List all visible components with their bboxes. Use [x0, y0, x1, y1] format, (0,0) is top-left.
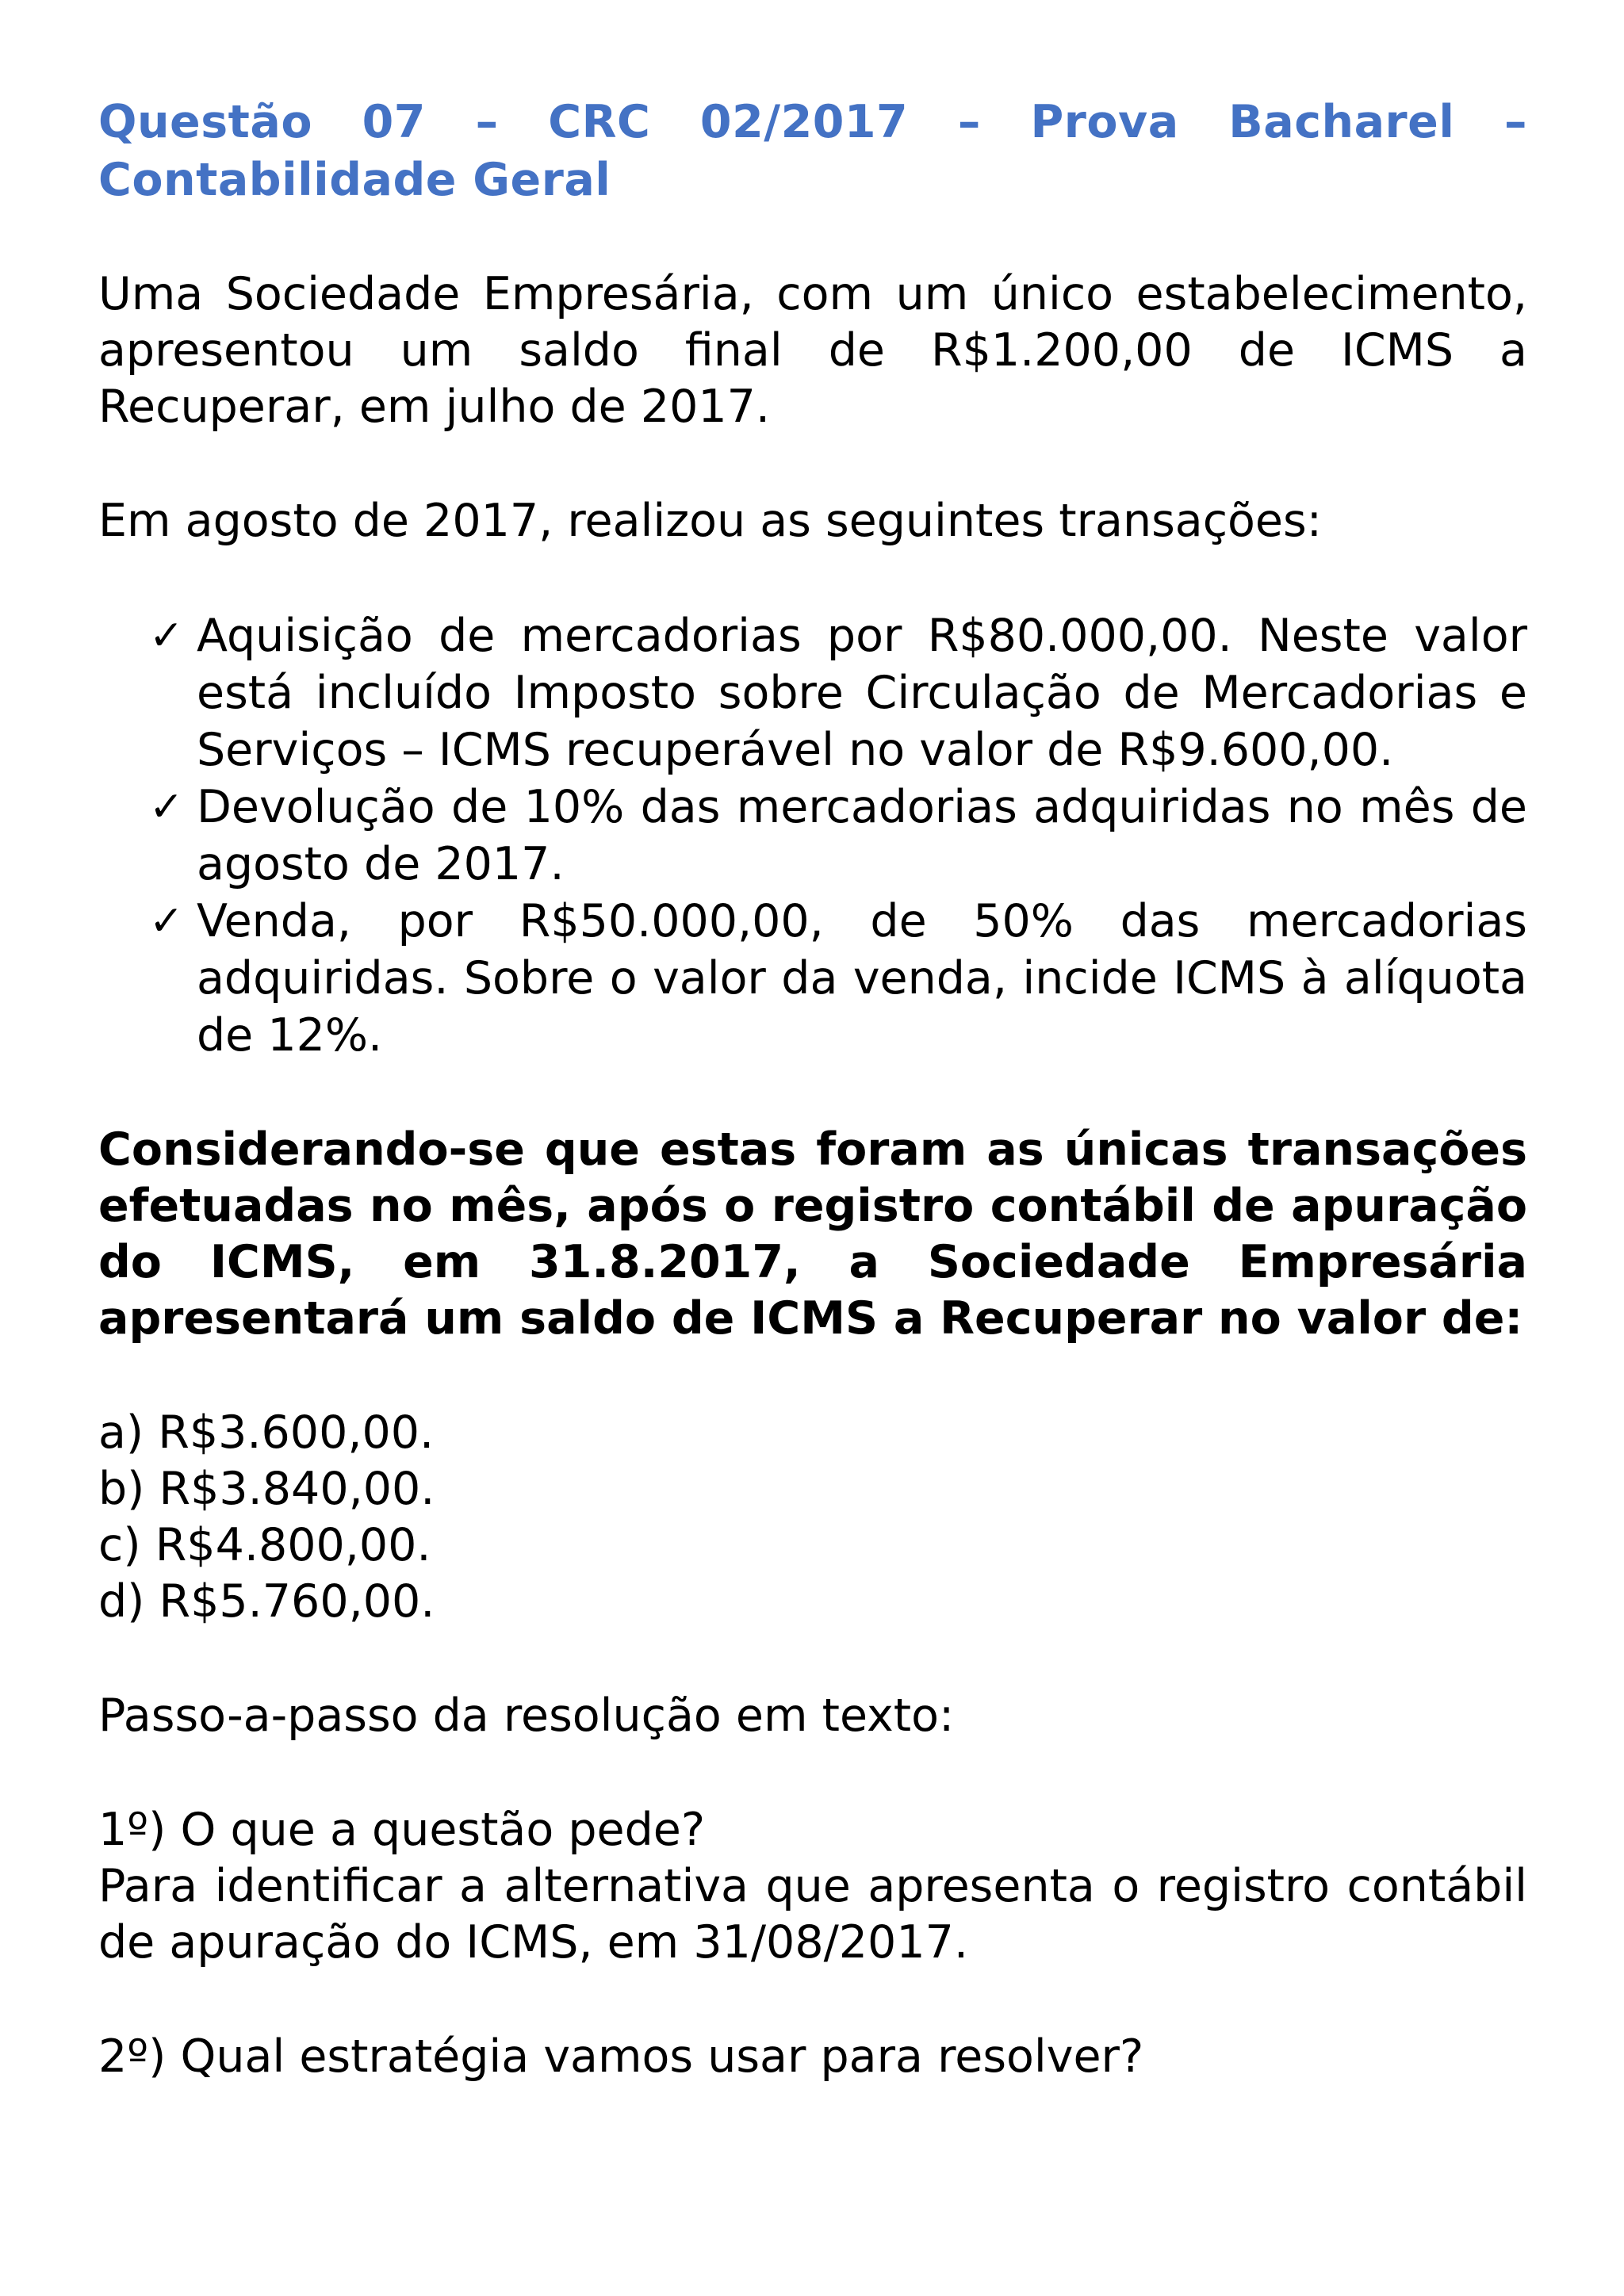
transaction-item	[149, 607, 1527, 779]
option-c: c) R$4.800,00.	[98, 1519, 431, 1571]
transaction-item	[149, 779, 1527, 893]
step1-text: Para identificar a alternativa que apresenta o registro contábil de apuração do ICMS, em 31/08/2017.	[98, 1860, 1527, 1969]
spacer	[98, 1630, 1527, 1688]
spacer	[98, 435, 1527, 493]
option-a: a) R$3.600,00.	[98, 1406, 435, 1459]
check-mark-icon: ✓	[149, 612, 184, 660]
transactions-list	[98, 607, 1527, 1064]
transaction-text: Devolução de 10% das mercadorias adquiridas no mês de agosto de 2017.	[197, 781, 1527, 890]
transaction-item	[149, 893, 1527, 1064]
document-page	[98, 94, 1527, 2085]
question-prompt: Considerando-se que estas foram as únicas transações efetuadas no mês, após o registro contábil de apuração do ICMS, em 31.8.2017, a Sociedade Empresária apresentará um saldo de ICMS a Recuperar no valor de:	[98, 1123, 1527, 1345]
check-mark-icon: ✓	[149, 897, 184, 945]
step1-title: 1º) O que a questão pede?	[98, 1804, 706, 1856]
resolution-heading: Passo-a-passo da resolução em texto:	[98, 1689, 955, 1742]
spacer	[98, 1971, 1527, 2029]
transaction-text: Venda, por R$50.000,00, de 50% das mercadorias adquiridas. Sobre o valor da venda, incide ICMS à alíquota de 12%.	[197, 895, 1527, 1062]
transaction-text: Aquisição de mercadorias por R$80.000,00. Neste valor está incluído Imposto sobre Circulação de Mercadorias e Serviços – ICMS recuperável no valor de R$9.600,00.	[197, 610, 1527, 776]
spacer	[98, 549, 1527, 607]
question-title: Questão 07 – CRC 02/2017 – Prova Bacharel – Contabilidade Geral	[98, 96, 1527, 206]
spacer	[98, 209, 1527, 266]
option-b: b) R$3.840,00.	[98, 1463, 435, 1515]
transactions-lead: Em agosto de 2017, realizou as seguintes transações:	[98, 495, 1322, 547]
answer-options	[98, 1405, 1527, 1630]
spacer	[98, 1347, 1527, 1405]
question-intro: Uma Sociedade Empresária, com um único estabelecimento, apresentou um saldo final de R$1.200,00 de ICMS a Recuperar, em julho de 2017.	[98, 268, 1527, 433]
spacer	[98, 1744, 1527, 1802]
step2-title: 2º) Qual estratégia vamos usar para resolver?	[98, 2030, 1144, 2083]
option-d: d) R$5.760,00.	[98, 1575, 435, 1628]
spacer	[98, 1064, 1527, 1122]
check-mark-icon: ✓	[149, 783, 184, 831]
